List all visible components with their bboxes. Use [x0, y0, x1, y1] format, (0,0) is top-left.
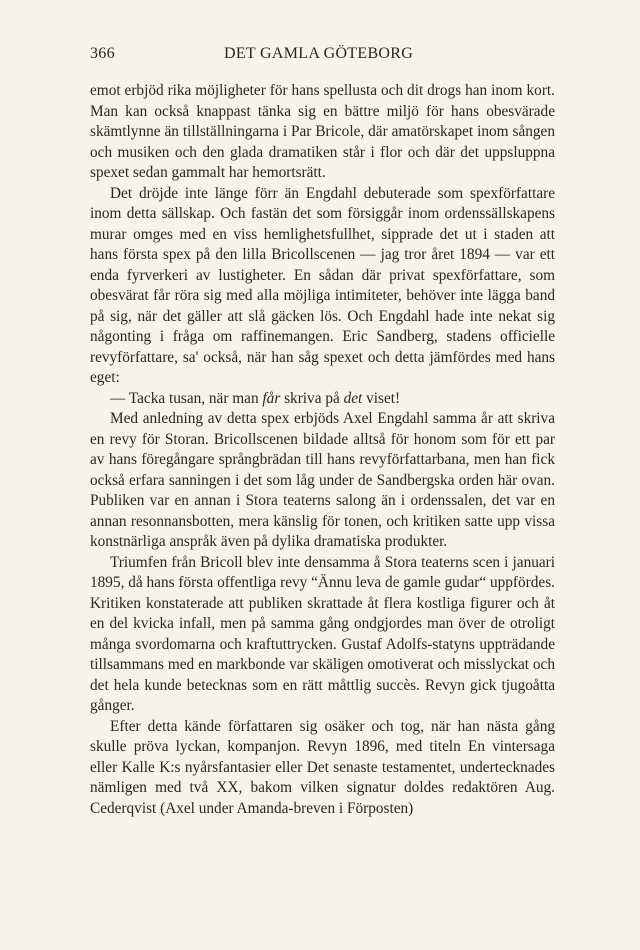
text-run: viset!: [362, 389, 401, 407]
running-title: DET GAMLA GÖTEBORG: [224, 45, 414, 62]
paragraph: [90, 553, 555, 717]
body-text: [90, 81, 555, 819]
paragraph: [90, 717, 555, 820]
emphasized-text: får: [262, 389, 281, 407]
text-run: emot erbjöd rika möjligheter för hans spellusta och dit drogs han inom kort. Man kan också knappast tänka sig en bättre miljö för hans obesvärade skämtlynne än tillställningarna i Par Bricole, där amatörskapet inom sången och musiken och den glada dramatiken står i flor och där det uppsluppna spexet sedan gammalt har hemortsrätt.: [90, 82, 555, 181]
paragraph: [90, 81, 555, 184]
emphasized-text: det: [343, 389, 363, 407]
text-run: Efter detta kände författaren sig osäker och tog, när han nästa gång skulle pröva lyckan, kompanjon. Revyn 1896, med titeln En vintersaga eller Kalle K:s nyårsfantasier eller Det senaste testamentet, undertecknades nämligen med två XX, bakom vilken signatur doldes redaktören Aug. Cederqvist (Axel under Amanda-breven i Förposten): [90, 717, 555, 817]
paragraph: [90, 184, 555, 389]
paragraph: [90, 409, 555, 553]
page-number: 366: [90, 45, 115, 62]
text-run: Det dröjde inte länge förr än Engdahl debuterade som spexförfattare inom detta sällskap. Och fastän det som försiggår inom ordenssällskapens murar omges med en viss hemlighetsfullhet, sipprade det ut i staden att hans första spex på den lilla Bricollscenen — jag tror året 1894 — var ett enda fyrverkeri av lustigheter. En sådan där privat spexförfattare, som obesvärat får röra sig med alla möjliga intimiteter, behöver inte lägga band på sig, när det gäller att slå gäcken lös. Och Engdahl hade inte nekat sig någonting i fråga om raffinemangen. Eric Sandberg, stadens officielle revyförfattare, sa' också, när han såg spexet och detta jämfördes med hans eget:: [90, 184, 555, 386]
text-run: — Tacka tusan, när man: [110, 389, 263, 407]
text-run: Triumfen från Bricoll blev inte densamma å Stora teaterns scen i januari 1895, då hans första offentliga revy “Ännu leva de gamle gudar“ uppfördes. Kritiken konstaterade att publiken skrattade åt flera kostliga figurer och åt en del kvicka infall, men på samma gång ondgjordes man över de otroligt många svordomarna och kraftuttrycken. Gustaf Adolfs-statyns uppträdande tillsammans med en markbonde var skäligen omotiverat och misslyckat och det hela kunde betecknas som en rätt måttlig succès. Revyn gick tjugoåtta gånger.: [90, 553, 555, 714]
text-run: Med anledning av detta spex erbjöds Axel Engdahl samma år att skriva en revy för Storan. Bricollscenen bildade alltså för honom som för ett par av hans föregångare språngbrädan till hans revyförfattarbana, men han fick också erfara sanningen i det som låg under de Sandbergska orden här ovan. Publiken var en annan i Stora teaterns salong än i ordenssalen, det var en annan resonnansbotten, mera känslig för tonen, och kritiken satte upp vissa konstnärliga anspråk även på dylika dramatiska produkter.: [90, 410, 555, 550]
text-run: skriva på: [280, 389, 344, 407]
page-header: [90, 45, 555, 71]
paragraph: [90, 389, 555, 410]
